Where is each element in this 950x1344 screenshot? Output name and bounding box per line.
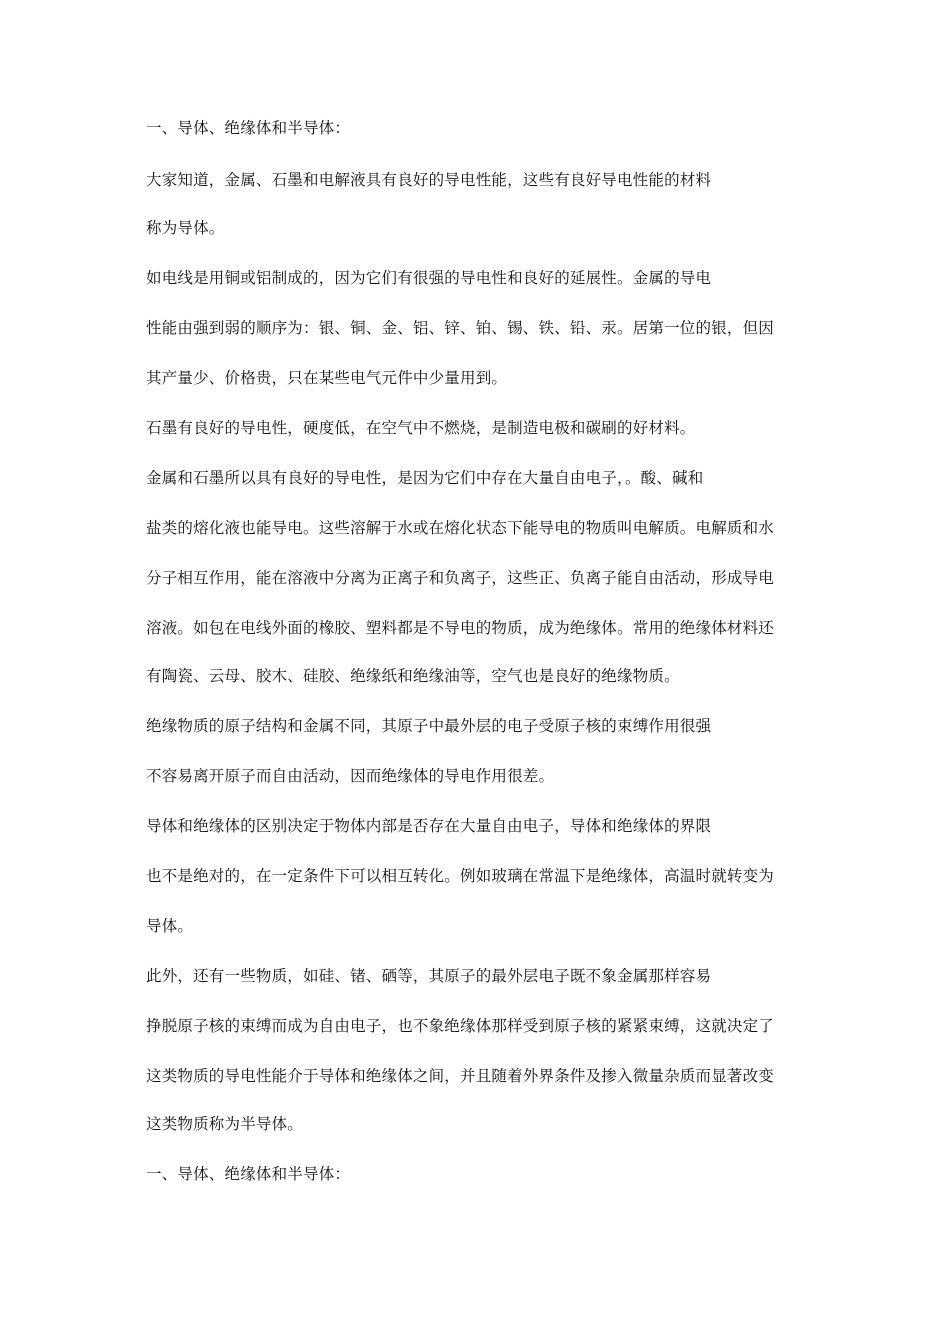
text-line: 绝缘物质的原子结构和金属不同，其原子中最外层的电子受原子核的束缚作用很强 — [146, 717, 712, 735]
text-line: 分子相互作用，能在溶液中分离为正离子和负离子，这些正、负离子能自由活动，形成导电 — [146, 569, 775, 587]
text-line: 也不是绝对的，在一定条件下可以相互转化。例如玻璃在常温下是绝缘体，高温时就转变为 — [146, 867, 775, 885]
text-line: 溶液。如包在电线外面的橡胶、塑料都是不导电的物质，成为绝缘体。常用的绝缘体材料还 — [146, 619, 775, 637]
text-line: 盐类的熔化液也能导电。这些溶解于水或在熔化状态下能导电的物质叫电解质。电解质和水 — [146, 519, 775, 537]
text-line: 称为导体。 — [146, 219, 225, 237]
section-heading: 一、导体、绝缘体和半导体： — [146, 1165, 351, 1183]
text-line: 性能由强到弱的顺序为：银、铜、金、铝、锌、铂、锡、铁、铅、汞。居第一位的银，但因 — [146, 319, 775, 337]
text-line: 大家知道，金属、石墨和电解液具有良好的导电性能，这些有良好导电性能的材料 — [146, 171, 712, 189]
text-line: 如电线是用铜或铝制成的，因为它们有很强的导电性和良好的延展性。金属的导电 — [146, 269, 712, 287]
text-line: 此外，还有一些物质，如硅、锗、硒等，其原子的最外层电子既不象金属那样容易 — [146, 967, 712, 985]
text-line: 有陶瓷、云母、胶木、硅胶、绝缘纸和绝缘油等，空气也是良好的绝缘物质。 — [146, 667, 680, 685]
text-line: 金属和石墨所以具有良好的导电性，是因为它们中存在大量自由电子，。酸、碱和 — [146, 469, 704, 487]
text-line: 挣脱原子核的束缚而成为自由电子，也不象绝缘体那样受到原子核的紧紧束缚，这就决定了 — [146, 1017, 775, 1035]
text-line: 这类物质的导电性能介于导体和绝缘体之间，并且随着外界条件及掺入微量杂质而显著改变 — [146, 1067, 775, 1085]
text-line: 其产量少、价格贵，只在某些电气元件中少量用到。 — [146, 369, 508, 387]
text-line: 石墨有良好的导电性，硬度低，在空气中不燃烧，是制造电极和碳刷的好材料。 — [146, 419, 696, 437]
text-line: 导体和绝缘体的区别决定于物体内部是否存在大量自由电子，导体和绝缘体的界限 — [146, 817, 712, 835]
text-line: 不容易离开原子而自由活动，因而绝缘体的导电作用很差。 — [146, 767, 555, 785]
section-heading: 一、导体、绝缘体和半导体： — [146, 119, 351, 137]
text-line: 导体。 — [146, 917, 194, 935]
text-line: 这类物质称为半导体。 — [146, 1115, 304, 1133]
